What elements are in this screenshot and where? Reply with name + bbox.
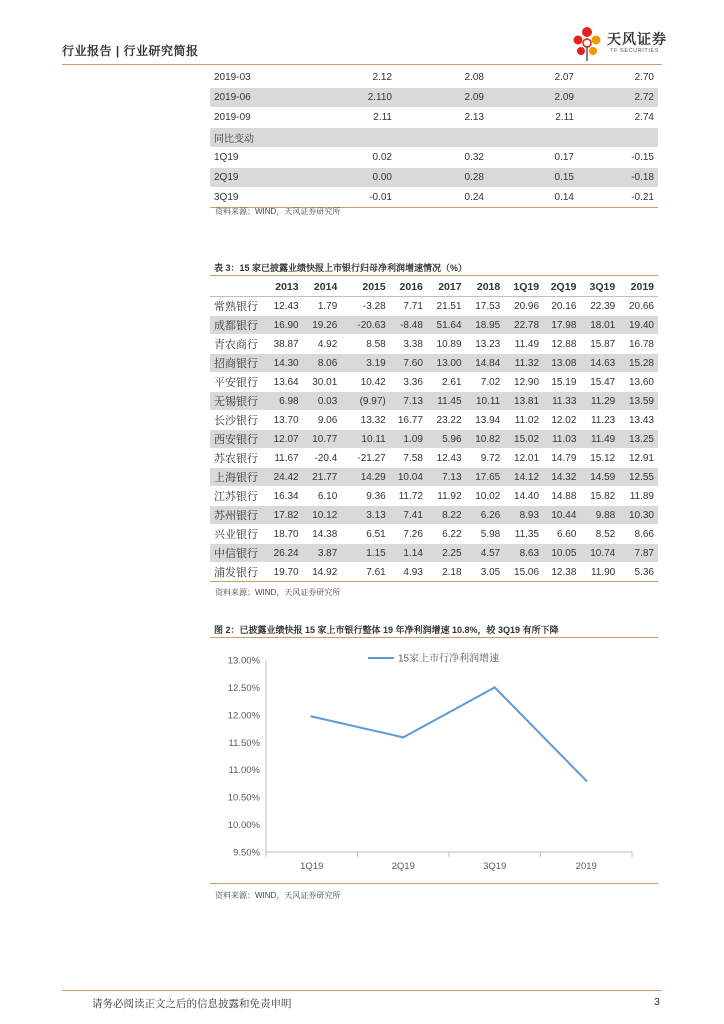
table-cell: 19.40 [619, 316, 658, 335]
y-axis [228, 656, 266, 859]
table-cell: 14.38 [303, 525, 342, 544]
table-cell: 2.11 [488, 108, 578, 128]
table-cell: 13.64 [261, 373, 303, 392]
table-cell: 3.36 [390, 373, 427, 392]
table-cell: 13.59 [619, 392, 658, 411]
table-row [210, 335, 658, 354]
x-tick-label: 2Q19 [391, 861, 415, 872]
table-row [210, 506, 658, 525]
y-tick-label: 13.00% [227, 655, 260, 667]
table-cell: 5.96 [427, 430, 466, 449]
data-point [402, 736, 404, 738]
table-cell: 13.23 [466, 335, 505, 354]
table-cell: 13.08 [543, 354, 580, 373]
table-cell: 7.58 [390, 449, 427, 468]
table-row [210, 316, 658, 335]
table-cell: 1.09 [390, 430, 427, 449]
table-3-source: 资料来源：WIND，天风证券研究所 [215, 588, 341, 597]
table-cell: 2.12 [306, 68, 396, 88]
table-cell: 1.15 [341, 544, 389, 563]
table-cell: 5.36 [619, 563, 658, 582]
table-cell: -20.63 [341, 316, 389, 335]
column-header: 2017 [427, 277, 466, 297]
figure-2-source: 资料来源：WIND，天风证券研究所 [215, 891, 341, 900]
table-cell: 0.02 [306, 148, 396, 168]
table-cell: 7.87 [619, 544, 658, 563]
table-cell: 21.77 [303, 468, 342, 487]
table-cell: 1.14 [390, 544, 427, 563]
table-cell: 17.65 [466, 468, 505, 487]
table-cell: 12.43 [427, 449, 466, 468]
table-cell: 17.53 [466, 297, 505, 316]
table-cell: 0.24 [396, 188, 488, 208]
table-cell: 0.17 [488, 148, 578, 168]
table-cell: 7.60 [390, 354, 427, 373]
table-cell: 2.74 [578, 108, 658, 128]
flower-logo-icon [570, 24, 604, 62]
table-cell: 2.09 [488, 88, 578, 108]
y-tick-label: 12.50% [227, 682, 260, 694]
table-cell: 11.23 [580, 411, 619, 430]
table-cell: 3.38 [390, 335, 427, 354]
table-cell: 10.12 [303, 506, 342, 525]
table-cell: 7.13 [390, 392, 427, 411]
table-cell: 14.40 [504, 487, 543, 506]
bank-name: 招商银行 [210, 354, 261, 373]
table-cell: 5.98 [466, 525, 505, 544]
table-cell: 0.32 [396, 148, 488, 168]
x-tick-label: 2019 [575, 861, 597, 872]
bank-table-header-row [210, 277, 658, 297]
table-cell: 12.55 [619, 468, 658, 487]
table-cell: 3.13 [341, 506, 389, 525]
table-cell: 6.98 [261, 392, 303, 411]
table-cell: 8.66 [619, 525, 658, 544]
figure-2-caption: 图 2：已披露业绩快报 15 家上市银行整体 19 年净利润增速 10.8%，较 3Q19 有所下降 [214, 625, 559, 635]
table-cell: 9.36 [341, 487, 389, 506]
table-row [210, 373, 658, 392]
table-cell: 9.06 [303, 411, 342, 430]
column-header: 2016 [390, 277, 427, 297]
table-cell: 16.77 [390, 411, 427, 430]
row-label: 2019-06 [210, 88, 306, 108]
table-cell: 3.87 [303, 544, 342, 563]
column-header: 2018 [466, 277, 505, 297]
table-cell: 11.92 [427, 487, 466, 506]
table-cell: 11.32 [504, 354, 543, 373]
column-header: 1Q19 [504, 277, 543, 297]
page-number: 3 [654, 996, 660, 1008]
table-cell: 7.71 [390, 297, 427, 316]
table-cell: 14.29 [341, 468, 389, 487]
table-cell: 22.78 [504, 316, 543, 335]
table-cell: 10.11 [341, 430, 389, 449]
footer-disclaimer: 请务必阅读正文之后的信息披露和免责申明 [92, 998, 292, 1010]
table-cell: 23.22 [427, 411, 466, 430]
table-cell: 12.88 [543, 335, 580, 354]
table-cell: 11.03 [543, 430, 580, 449]
table-cell: -0.18 [578, 168, 658, 188]
table-row [210, 188, 658, 208]
table-cell: 2.61 [427, 373, 466, 392]
table-cell: 10.05 [543, 544, 580, 563]
table-row [210, 525, 658, 544]
table-cell: 8.52 [580, 525, 619, 544]
table-cell: 1.79 [303, 297, 342, 316]
table-cell: 16.90 [261, 316, 303, 335]
table-cell: 2.13 [396, 108, 488, 128]
column-header [210, 277, 261, 297]
table-row [210, 354, 658, 373]
table-cell: 21.51 [427, 297, 466, 316]
table-cell: 11.35 [504, 525, 543, 544]
table-cell: 13.70 [261, 411, 303, 430]
column-header: 2014 [303, 277, 342, 297]
chart-legend [368, 652, 499, 665]
bank-name: 江苏银行 [210, 487, 261, 506]
table-cell: 14.79 [543, 449, 580, 468]
table-cell: 0.00 [306, 168, 396, 188]
series-layer [311, 686, 588, 782]
table-cell: 13.00 [427, 354, 466, 373]
series-line [312, 687, 587, 780]
x-axis [266, 852, 632, 872]
table-cell: 14.92 [303, 563, 342, 582]
table-cell: 0.14 [488, 188, 578, 208]
table-cell: 20.96 [504, 297, 543, 316]
table-cell: 10.77 [303, 430, 342, 449]
table-cell: 13.43 [619, 411, 658, 430]
table-cell: 17.82 [261, 506, 303, 525]
table-cell: 11.90 [580, 563, 619, 582]
table-cell: 3.19 [341, 354, 389, 373]
table-cell: 7.41 [390, 506, 427, 525]
table-cell: 15.87 [580, 335, 619, 354]
table-cell: 11.29 [580, 392, 619, 411]
table-cell: 10.02 [466, 487, 505, 506]
table-cell: 8.22 [427, 506, 466, 525]
table-cell: 10.11 [466, 392, 505, 411]
table-cell: 10.30 [619, 506, 658, 525]
x-tick-label: 1Q19 [300, 861, 324, 872]
table-cell: 7.02 [466, 373, 505, 392]
table-cell: 8.93 [504, 506, 543, 525]
table-cell: 15.12 [580, 449, 619, 468]
bank-name: 上海银行 [210, 468, 261, 487]
table-cell: 15.28 [619, 354, 658, 373]
figure-2-caption-divider [210, 637, 658, 638]
table-cell: 10.04 [390, 468, 427, 487]
table-cell: 10.89 [427, 335, 466, 354]
table-row [210, 392, 658, 411]
row-label: 2019-09 [210, 108, 306, 128]
logo-subtext: TF SECURITIES [610, 48, 660, 54]
table-cell: 11.02 [504, 411, 543, 430]
column-header: 2Q19 [543, 277, 580, 297]
table-cell: 15.02 [504, 430, 543, 449]
table-cell: 11.49 [580, 430, 619, 449]
table-cell: 16.34 [261, 487, 303, 506]
table-cell: 4.93 [390, 563, 427, 582]
bank-name: 成都银行 [210, 316, 261, 335]
table-cell: 0.28 [396, 168, 488, 188]
table-cell: 10.44 [543, 506, 580, 525]
table-cell: 20.16 [543, 297, 580, 316]
table-cell: 18.70 [261, 525, 303, 544]
table-cell: 14.88 [543, 487, 580, 506]
company-logo [570, 24, 680, 62]
table-cell: 18.01 [580, 316, 619, 335]
logo-text: 天风证券 [607, 31, 667, 47]
bank-name: 常熟银行 [210, 297, 261, 316]
page-header [0, 0, 724, 66]
table-cell: 2.11 [306, 108, 396, 128]
table-cell: -21.27 [341, 449, 389, 468]
table-cell: 6.10 [303, 487, 342, 506]
table-row [210, 168, 658, 188]
table-cell: 38.87 [261, 335, 303, 354]
y-tick-label: 11.00% [228, 765, 260, 777]
table-cell: 0.15 [488, 168, 578, 188]
row-label: 1Q19 [210, 148, 306, 168]
table-cell: 11.49 [504, 335, 543, 354]
y-tick-label: 10.00% [227, 820, 260, 832]
table-cell: 7.61 [341, 563, 389, 582]
table-row [210, 563, 658, 582]
table-cell: (9.97) [341, 392, 389, 411]
table-cell: 14.59 [580, 468, 619, 487]
table-cell: 13.81 [504, 392, 543, 411]
table-cell: 30.01 [303, 373, 342, 392]
table-cell: 24.42 [261, 468, 303, 487]
table-cell: 6.60 [543, 525, 580, 544]
table-cell: 4.92 [303, 335, 342, 354]
table-cell: 6.26 [466, 506, 505, 525]
column-header: 2015 [341, 277, 389, 297]
table-cell: 11.67 [261, 449, 303, 468]
table-cell: 14.63 [580, 354, 619, 373]
table-cell: 14.84 [466, 354, 505, 373]
table-cell: 2.25 [427, 544, 466, 563]
x-tick-label: 3Q19 [483, 861, 507, 872]
table-cell: 9.88 [580, 506, 619, 525]
table-cell: 51.64 [427, 316, 466, 335]
data-point [585, 779, 587, 781]
table-cell: -0.21 [578, 188, 658, 208]
table-cell: 19.70 [261, 563, 303, 582]
table-cell: 2.09 [396, 88, 488, 108]
table-cell [396, 128, 488, 148]
column-header: 3Q19 [580, 277, 619, 297]
table-cell: 15.06 [504, 563, 543, 582]
table-cell: 12.38 [543, 563, 580, 582]
table-row [210, 449, 658, 468]
table-row [210, 544, 658, 563]
bank-name: 苏农银行 [210, 449, 261, 468]
bank-profit-growth-table [210, 277, 658, 582]
table-cell [306, 128, 396, 148]
table-row [210, 68, 658, 88]
table-cell: 8.06 [303, 354, 342, 373]
bank-name: 兴业银行 [210, 525, 261, 544]
bank-name: 长沙银行 [210, 411, 261, 430]
table-cell: 12.07 [261, 430, 303, 449]
table-cell: 11.89 [619, 487, 658, 506]
table-cell: 13.94 [466, 411, 505, 430]
table-row [210, 468, 658, 487]
row-label: 2019-03 [210, 68, 306, 88]
bank-name: 中信银行 [210, 544, 261, 563]
table-cell: 10.82 [466, 430, 505, 449]
table-row [210, 430, 658, 449]
table-cell: 12.02 [543, 411, 580, 430]
table-cell: 13.60 [619, 373, 658, 392]
figure-2-bottom-divider [210, 883, 658, 884]
table-cell: 18.95 [466, 316, 505, 335]
bank-name: 苏州银行 [210, 506, 261, 525]
table-row [210, 88, 658, 108]
bank-name: 青农商行 [210, 335, 261, 354]
header-title: 行业报告 | 行业研究简报 [62, 44, 199, 58]
table-row [210, 128, 658, 148]
y-tick-label: 12.00% [227, 710, 260, 722]
table-cell: 17.98 [543, 316, 580, 335]
table-cell: -3.28 [341, 297, 389, 316]
table-cell: 15.82 [580, 487, 619, 506]
bank-name: 浦发银行 [210, 563, 261, 582]
y-tick-label: 11.50% [228, 737, 260, 749]
table-cell: 10.42 [341, 373, 389, 392]
table-cell: 2.72 [578, 88, 658, 108]
table-cell: -20.4 [303, 449, 342, 468]
table-cell: 2.18 [427, 563, 466, 582]
table-cell: 8.58 [341, 335, 389, 354]
table-cell: 12.91 [619, 449, 658, 468]
table-cell: 9.72 [466, 449, 505, 468]
table-cell: 10.74 [580, 544, 619, 563]
row-label: 3Q19 [210, 188, 306, 208]
legend-label: 15家上市行净利润增速 [398, 653, 500, 665]
table-cell: 15.19 [543, 373, 580, 392]
table-cell: 13.25 [619, 430, 658, 449]
table-cell: 0.03 [303, 392, 342, 411]
table-cell: 16.78 [619, 335, 658, 354]
data-point [494, 686, 496, 688]
table-cell [488, 128, 578, 148]
table-cell: 22.39 [580, 297, 619, 316]
table-cell: 3.05 [466, 563, 505, 582]
table-cell: -0.15 [578, 148, 658, 168]
table-cell: 11.33 [543, 392, 580, 411]
bank-name: 无锡银行 [210, 392, 261, 411]
table-cell: 7.13 [427, 468, 466, 487]
y-tick-label: 9.50% [233, 847, 260, 859]
top-table-source: 资料来源：WIND，天风证券研究所 [215, 207, 341, 216]
table-cell: 11.72 [390, 487, 427, 506]
table-cell: 7.26 [390, 525, 427, 544]
table-cell: 19.26 [303, 316, 342, 335]
table-cell [578, 128, 658, 148]
table-cell: 8.63 [504, 544, 543, 563]
table-cell: 12.90 [504, 373, 543, 392]
table-cell: 2.08 [396, 68, 488, 88]
row-label: 同比变动 [210, 128, 306, 148]
table-cell: -0.01 [306, 188, 396, 208]
table-cell: 14.32 [543, 468, 580, 487]
header-divider [62, 64, 662, 65]
table-cell: 14.12 [504, 468, 543, 487]
table-cell: 6.51 [341, 525, 389, 544]
table-cell: 12.01 [504, 449, 543, 468]
table-row [210, 487, 658, 506]
table-cell: 4.57 [466, 544, 505, 563]
table-row [210, 411, 658, 430]
deposit-rate-table [210, 68, 658, 208]
bank-table-body [210, 297, 658, 582]
table-cell: -8.48 [390, 316, 427, 335]
deposit-rate-table-body [210, 68, 658, 208]
y-tick-label: 10.50% [227, 792, 260, 804]
table-cell: 13.32 [341, 411, 389, 430]
footer-divider [62, 990, 662, 991]
table-row [210, 108, 658, 128]
table-cell: 26.24 [261, 544, 303, 563]
table-row [210, 148, 658, 168]
table-cell: 20.66 [619, 297, 658, 316]
column-header: 2019 [619, 277, 658, 297]
profit-growth-line-chart [210, 643, 658, 883]
table-cell: 2.70 [578, 68, 658, 88]
bank-name: 西安银行 [210, 430, 261, 449]
table-row [210, 297, 658, 316]
data-point [311, 715, 313, 717]
table-cell: 12.43 [261, 297, 303, 316]
table-3-caption: 表 3：15 家已披露业绩快报上市银行归母净利润增速情况（%） [214, 263, 468, 273]
bank-name: 平安银行 [210, 373, 261, 392]
table-cell: 6.22 [427, 525, 466, 544]
table-cell: 15.47 [580, 373, 619, 392]
row-label: 2Q19 [210, 168, 306, 188]
table-cell: 14.30 [261, 354, 303, 373]
table-cell: 2.07 [488, 68, 578, 88]
table-3-caption-divider [210, 275, 658, 276]
table-cell: 11.45 [427, 392, 466, 411]
column-header: 2013 [261, 277, 303, 297]
table-cell: 2.110 [306, 88, 396, 108]
